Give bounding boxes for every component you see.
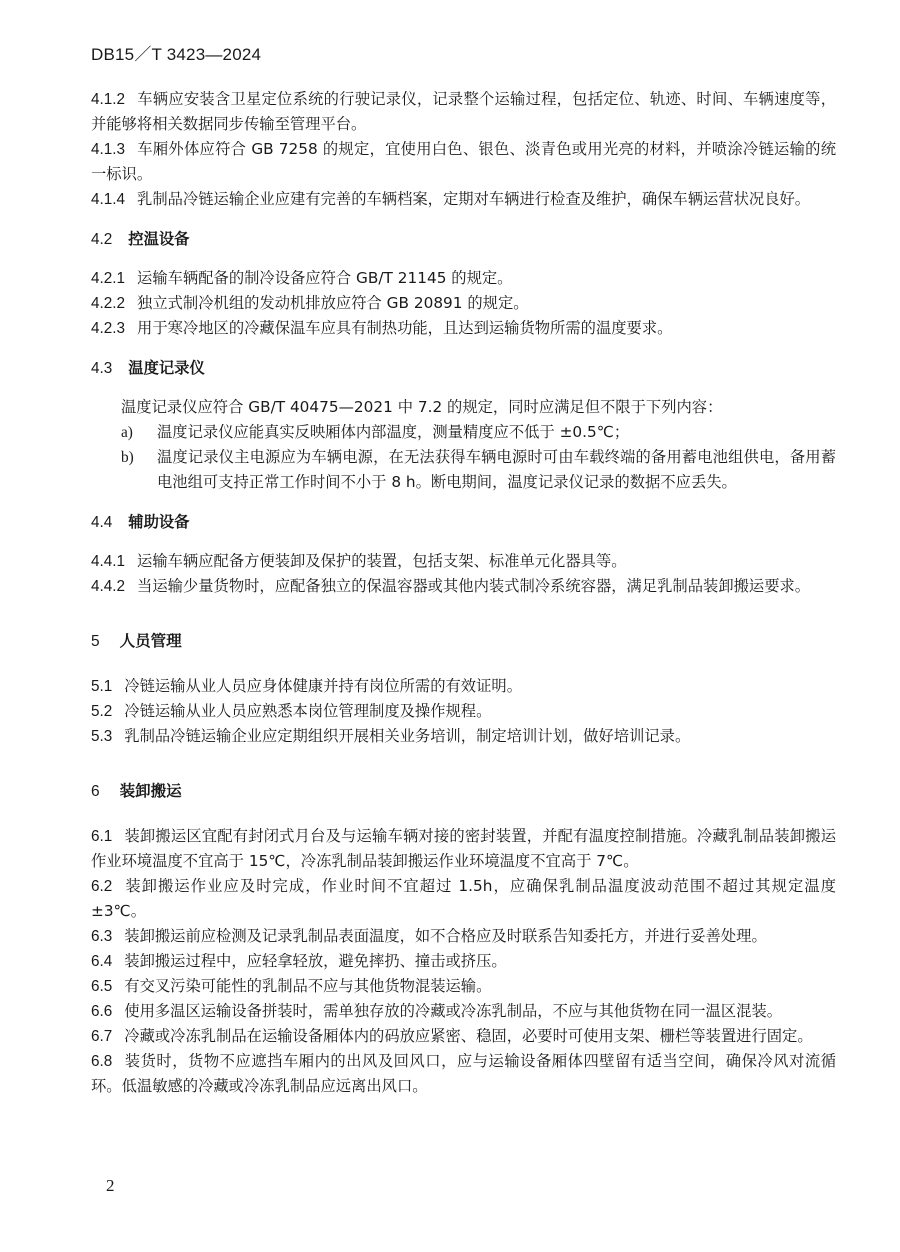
clause-4-1-2 — [91, 87, 836, 137]
clause-6-2 — [91, 874, 836, 924]
clause-text: 当运输少量货物时，应配备独立的保温容器或其他内装式制冷系统容器，满足乳制品装卸搬运要求。 — [137, 577, 811, 595]
clause-text: 冷藏或冷冻乳制品在运输设备厢体内的码放应紧密、稳固，必要时可使用支架、栅栏等装置进行固定。 — [124, 1027, 813, 1045]
clause-5-3 — [91, 724, 836, 749]
chapter-heading-6 — [91, 779, 836, 804]
clause-text: 有交叉污染可能性的乳制品不应与其他货物混装运输。 — [124, 977, 492, 995]
clause-number: 5.2 — [91, 703, 113, 720]
clause-number: 6.7 — [91, 1028, 113, 1045]
heading-number: 6 — [91, 783, 100, 800]
clause-text: 装卸搬运作业应及时完成，作业时间不宜超过 1.5h，应确保乳制品温度波动范围不超过其规定温度 ±3℃。 — [91, 877, 836, 920]
heading-title: 辅助设备 — [128, 513, 190, 531]
clause-text: 运输车辆配备的制冷设备应符合 GB/T 21145 的规定。 — [137, 269, 513, 287]
clause-number: 4.4.1 — [91, 553, 126, 570]
clause-text: 乳制品冷链运输企业应建有完善的车辆档案，定期对车辆进行检查及维护，确保车辆运营状况良好。 — [137, 190, 811, 208]
clause-number: 4.1.4 — [91, 191, 126, 208]
section-spacer — [91, 749, 836, 759]
clause-number: 6.5 — [91, 978, 113, 995]
section-heading-4-2 — [91, 227, 836, 252]
clause-text: 装卸搬运区宜配有封闭式月台及与运输车辆对接的密封装置，并配有温度控制措施。冷藏乳制品装卸搬运作业环境温度不宜高于 15℃，冷冻乳制品装卸搬运作业环境温度不宜高于 7℃。 — [91, 827, 836, 870]
clause-number: 4.2.1 — [91, 270, 126, 287]
heading-number: 4.2 — [91, 231, 113, 248]
list-item — [91, 445, 836, 495]
clause-6-6 — [91, 999, 836, 1024]
clause-number: 4.4.2 — [91, 578, 126, 595]
clause-text: 乳制品冷链运输企业应定期组织开展相关业务培训，制定培训计划，做好培训记录。 — [124, 727, 691, 745]
list-item-text: 温度记录仪主电源应为车辆电源，在无法获得车辆电源时可由车载终端的备用蓄电池组供电，备用蓄电池组可支持正常工作时间不小于 8 h。断电期间，温度记录仪记录的数据不应丢失。 — [157, 448, 836, 491]
clause-number: 4.2.2 — [91, 295, 126, 312]
intro-paragraph: 温度记录仪应符合 GB/T 40475—2021 中 7.2 的规定，同时应满足但不限于下列内容： — [121, 398, 723, 416]
clause-4-2-1 — [91, 266, 836, 291]
clause-text: 车厢外体应符合 GB 7258 的规定，宜使用白色、银色、淡青色或用光亮的材料，并喷涂冷链运输的统一标识。 — [91, 140, 836, 183]
clause-4-1-4 — [91, 187, 836, 212]
clause-text: 装货时，货物不应遮挡车厢内的出风及回风口，应与运输设备厢体四壁留有适当空间，确保冷风对流循环。低温敏感的冷藏或冷冻乳制品应远离出风口。 — [91, 1052, 836, 1095]
heading-title: 控温设备 — [128, 230, 190, 248]
clause-text: 冷链运输从业人员应熟悉本岗位管理制度及操作规程。 — [124, 702, 492, 720]
section-heading-4-4 — [91, 510, 836, 535]
heading-title: 人员管理 — [119, 632, 182, 650]
clause-number: 6.4 — [91, 953, 113, 970]
clause-number: 4.2.3 — [91, 320, 126, 337]
clause-4-4-1 — [91, 549, 836, 574]
clause-text: 装卸搬运过程中，应轻拿轻放，避免摔扔、撞击或挤压。 — [124, 952, 507, 970]
clause-6-1 — [91, 824, 836, 874]
clause-5-2 — [91, 699, 836, 724]
heading-number: 5 — [91, 633, 100, 650]
clause-6-7 — [91, 1024, 836, 1049]
chapter-heading-5 — [91, 629, 836, 654]
clause-4-2-3 — [91, 316, 836, 341]
list-item — [91, 420, 836, 445]
clause-4-4-2 — [91, 574, 836, 599]
clause-number: 6.2 — [91, 878, 113, 895]
heading-number: 4.3 — [91, 360, 113, 377]
section-heading-4-3 — [91, 356, 836, 381]
clause-4-1-3 — [91, 137, 836, 187]
clause-text: 运输车辆应配备方便装卸及保护的装置，包括支架、标准单元化器具等。 — [137, 552, 627, 570]
list-item-label: a) — [121, 424, 133, 441]
clause-text: 车辆应安装含卫星定位系统的行驶记录仪，记录整个运输过程，包括定位、轨迹、时间、车辆速度等，并能够将相关数据同步传输至管理平台。 — [91, 90, 836, 133]
clause-text: 用于寒冷地区的冷藏保温车应具有制热功能，且达到运输货物所需的温度要求。 — [137, 319, 673, 337]
clause-text: 冷链运输从业人员应身体健康并持有岗位所需的有效证明。 — [124, 677, 522, 695]
clause-6-8 — [91, 1049, 836, 1099]
section-spacer — [91, 599, 836, 609]
document-id: DB15／T 3423—2024 — [91, 45, 262, 64]
list-item-label: b) — [121, 449, 134, 466]
heading-number: 4.4 — [91, 514, 113, 531]
clause-number: 5.3 — [91, 728, 113, 745]
page-number: 2 — [106, 1176, 115, 1195]
clause-number: 5.1 — [91, 678, 113, 695]
heading-title: 温度记录仪 — [128, 359, 205, 377]
clause-number: 6.3 — [91, 928, 113, 945]
clause-4-2-2 — [91, 291, 836, 316]
clause-text: 独立式制冷机组的发动机排放应符合 GB 20891 的规定。 — [137, 294, 529, 312]
clause-6-5 — [91, 974, 836, 999]
clause-5-1 — [91, 674, 836, 699]
clause-6-4 — [91, 949, 836, 974]
clause-number: 4.1.3 — [91, 141, 126, 158]
clause-6-3 — [91, 924, 836, 949]
clause-number: 6.6 — [91, 1003, 113, 1020]
clause-text: 装卸搬运前应检测及记录乳制品表面温度，如不合格应及时联系告知委托方，并进行妥善处理。 — [124, 927, 767, 945]
clause-number: 6.8 — [91, 1053, 113, 1070]
clause-number: 6.1 — [91, 828, 113, 845]
list-item-text: 温度记录仪应能真实反映厢体内部温度，测量精度应不低于 ±0.5℃； — [157, 423, 630, 441]
heading-title: 装卸搬运 — [119, 782, 182, 800]
document-body — [91, 87, 836, 1099]
clause-text: 使用多温区运输设备拼装时，需单独存放的冷藏或冷冻乳制品，不应与其他货物在同一温区混装。 — [124, 1002, 783, 1020]
clause-number: 4.1.2 — [91, 91, 126, 108]
